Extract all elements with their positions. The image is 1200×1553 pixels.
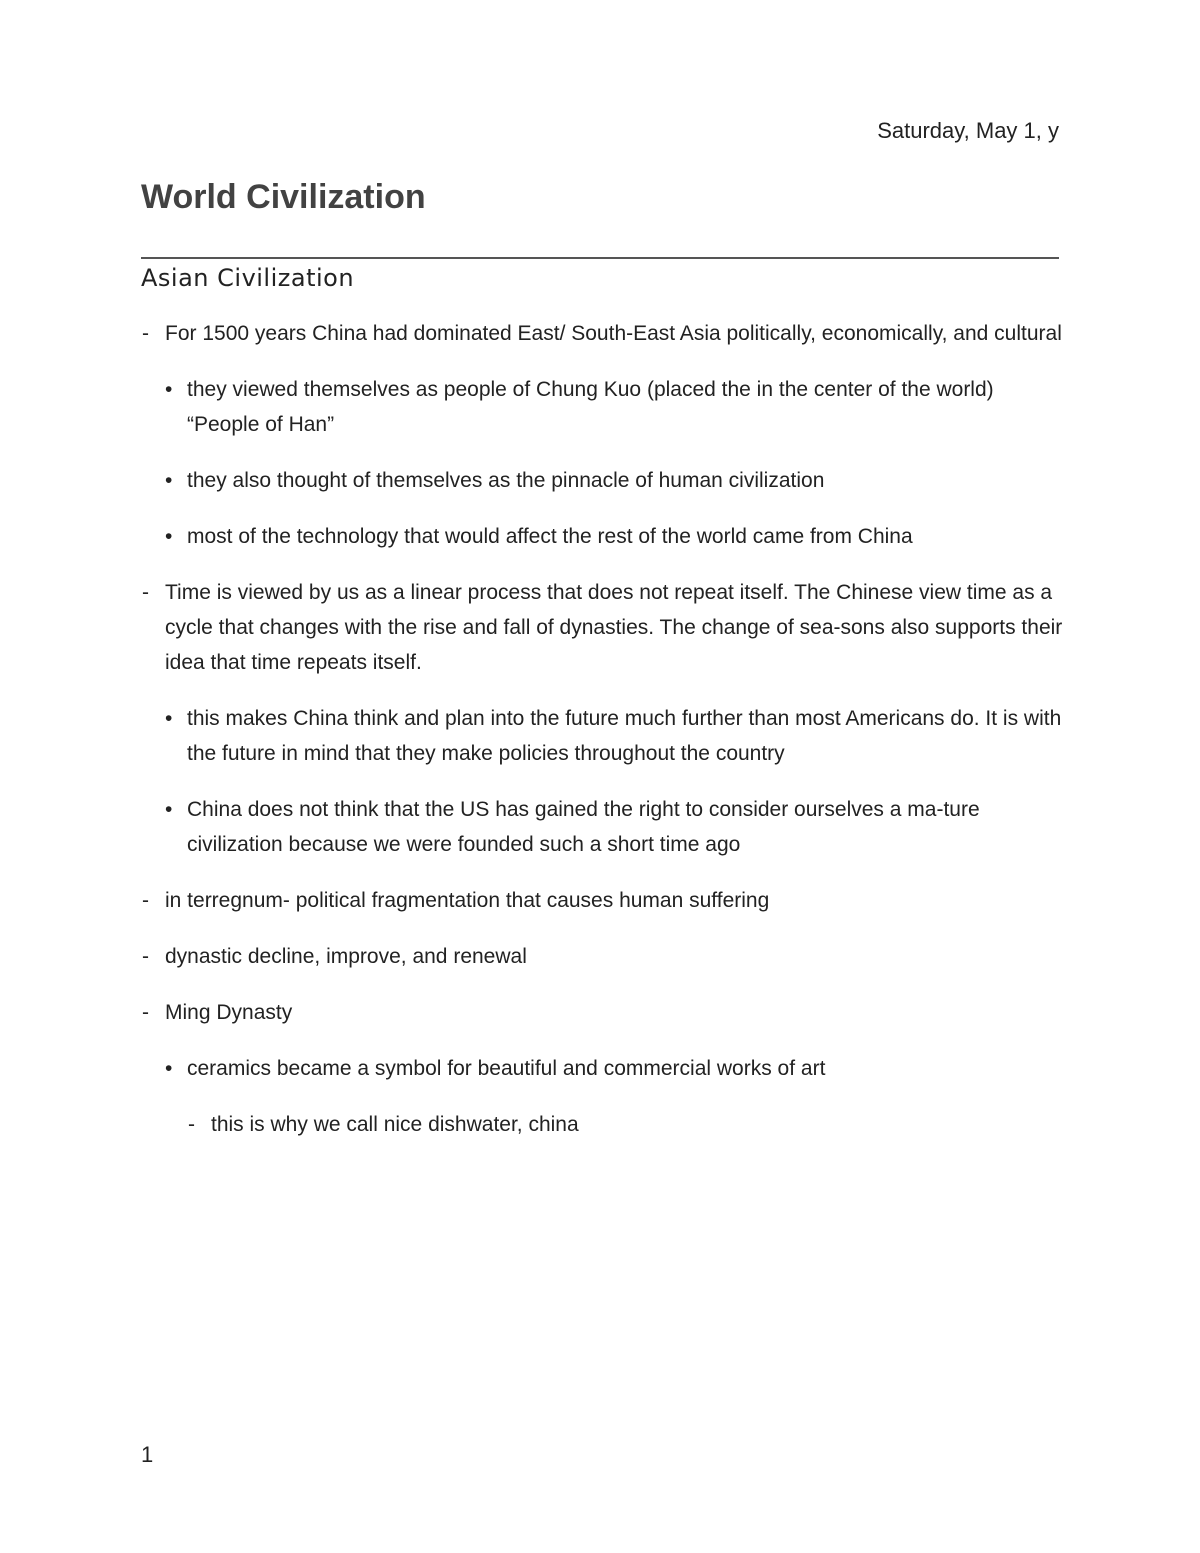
section-heading: Asian Civilization [141,264,355,292]
dash-marker: - [142,322,149,345]
list-item-text: dynastic decline, improve, and renewal [165,945,527,968]
dash-marker: - [142,945,149,968]
list-item-text: ceramics became a symbol for beautiful and commercial works of art [187,1057,826,1080]
bullet-marker: • [165,378,173,401]
header-date: Saturday, May 1, y [877,118,1059,143]
list-item [141,1107,1071,1142]
list-item [141,995,1071,1030]
list-item [141,575,1071,680]
list-item [141,1051,1071,1086]
dash-marker: - [142,581,149,604]
dash-marker: - [188,1113,195,1136]
list-item-text: in terregnum- political fragmentation that causes human suffering [165,889,770,912]
document-title: World Civilization [141,178,426,216]
bullet-marker: • [165,525,173,548]
list-item [141,463,1071,498]
page-number: 1 [141,1442,154,1467]
title-divider [141,257,1059,259]
list-item-text: they viewed themselves as people of Chung Kuo (placed the in the center of the world) “People of Han” [187,378,994,436]
bullet-marker: • [165,798,173,821]
list-item [141,316,1071,351]
list-item [141,372,1071,442]
list-item [141,792,1071,862]
list-item [141,519,1071,554]
bullet-marker: • [165,1057,173,1080]
notes-list [141,316,1071,1163]
list-item [141,939,1071,974]
list-item-text: For 1500 years China had dominated East/ South-East Asia politically, economically, and cultural [165,322,1062,345]
list-item-text: Time is viewed by us as a linear process that does not repeat itself. The Chinese view time as a cycle that changes with the rise and fall of dynasties. The change of sea-sons also supports their idea that time repeats itself. [165,581,1063,674]
list-item-text: China does not think that the US has gained the right to consider ourselves a ma-ture civilization because we were founded such a short time ago [187,798,980,856]
list-item [141,701,1071,771]
list-item-text: this is why we call nice dishwater, china [211,1113,579,1136]
list-item [141,883,1071,918]
bullet-marker: • [165,707,173,730]
list-item-text: they also thought of themselves as the pinnacle of human civilization [187,469,825,492]
dash-marker: - [142,1001,149,1024]
list-item-text: Ming Dynasty [165,1001,293,1024]
list-item-text: this makes China think and plan into the future much further than most Americans do. It is with the future in mind that they make policies throughout the country [187,707,1062,765]
list-item-text: most of the technology that would affect the rest of the world came from China [187,525,913,548]
bullet-marker: • [165,469,173,492]
dash-marker: - [142,889,149,912]
